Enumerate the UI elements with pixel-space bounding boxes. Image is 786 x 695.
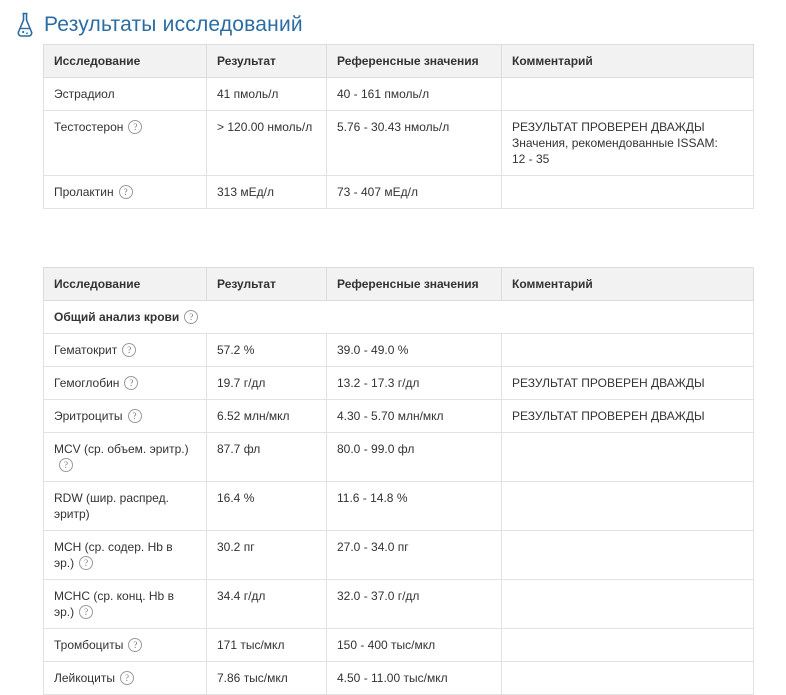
table-row [44,580,754,629]
comment-line: РЕЗУЛЬТАТ ПРОВЕРЕН ДВАЖДЫ [512,120,705,134]
group-label: Общий анализ крови [54,310,180,324]
cell-reference: 39.0 - 49.0 % [327,334,502,367]
cell-result: 16.4 % [207,482,327,531]
study-name: Тромбоциты [54,638,124,652]
table-row [44,531,754,580]
cell-result: 57.2 % [207,334,327,367]
column-header-result: Результат [207,268,327,301]
blood-count-table-wrap [43,267,753,695]
cell-reference: 11.6 - 14.8 % [327,482,502,531]
cell-comment [502,629,754,662]
cell-comment [502,531,754,580]
cell-comment [502,78,754,111]
medical-flask-icon [14,12,36,38]
study-name: Эритроциты [54,409,123,423]
table-header-row [44,268,754,301]
help-icon[interactable]: ? [122,343,136,357]
help-icon[interactable]: ? [128,120,142,134]
table-row [44,176,754,209]
cell-study [44,629,207,662]
comment-line: 12 - 35 [512,152,550,166]
cell-study [44,580,207,629]
help-icon[interactable]: ? [120,671,134,685]
cell-reference: 80.0 - 99.0 фл [327,433,502,482]
cell-result: 34.4 г/дл [207,580,327,629]
cell-reference: 40 - 161 пмоль/л [327,78,502,111]
cell-comment [502,334,754,367]
cell-comment [502,482,754,531]
study-name: Гематокрит [54,343,118,357]
column-header-comment: Комментарий [502,268,754,301]
study-name: Пролактин [54,185,114,199]
page-header [0,0,786,44]
study-name: MCV (ср. объем. эритр.) [54,442,189,456]
cell-reference: 13.2 - 17.3 г/дл [327,367,502,400]
table-row [44,367,754,400]
cell-reference: 27.0 - 34.0 пг [327,531,502,580]
help-icon[interactable]: ? [128,409,142,423]
cell-result: > 120.00 нмоль/л [207,111,327,176]
help-icon[interactable]: ? [128,638,142,652]
table-row [44,400,754,433]
cell-reference: 5.76 - 30.43 нмоль/л [327,111,502,176]
hormones-table-body [44,78,754,209]
cell-result: 171 тыс/мкл [207,629,327,662]
blood-count-table [43,267,754,695]
table-row [44,433,754,482]
cell-result: 87.7 фл [207,433,327,482]
cell-study [44,531,207,580]
table-group-row [44,301,754,334]
study-name: RDW (шир. распред. эритр) [54,491,169,521]
cell-study [44,111,207,176]
cell-comment [502,400,754,433]
cell-study [44,334,207,367]
cell-study [44,433,207,482]
column-header-study: Исследование [44,268,207,301]
hormones-table-wrap [43,44,753,209]
column-header-reference: Референсные значения [327,45,502,78]
table-header-row [44,45,754,78]
cell-reference: 4.50 - 11.00 тыс/мкл [327,662,502,695]
study-name: MCHC (ср. конц. Hb в эр.) [54,589,174,619]
help-icon[interactable]: ? [119,185,133,199]
cell-study [44,400,207,433]
table-row [44,334,754,367]
cell-result: 19.7 г/дл [207,367,327,400]
table-row [44,629,754,662]
study-name: MCH (ср. содер. Hb в эр.) [54,540,173,570]
comment-line: РЕЗУЛЬТАТ ПРОВЕРЕН ДВАЖДЫ [512,376,705,390]
cell-comment [502,176,754,209]
hormones-table [43,44,754,209]
blood-count-table-body [44,301,754,695]
help-icon[interactable]: ? [59,458,73,472]
cell-comment [502,111,754,176]
cell-study [44,482,207,531]
help-icon[interactable]: ? [79,605,93,619]
study-name: Эстрадиол [54,87,115,101]
help-icon[interactable]: ? [124,376,138,390]
column-header-study: Исследование [44,45,207,78]
comment-line: РЕЗУЛЬТАТ ПРОВЕРЕН ДВАЖДЫ [512,409,705,423]
table-row [44,111,754,176]
study-name: Тестостерон [54,120,124,134]
study-name: Гемоглобин [54,376,120,390]
help-icon[interactable]: ? [79,556,93,570]
study-name: Лейкоциты [54,671,116,685]
table-row [44,482,754,531]
cell-reference: 73 - 407 мЕд/л [327,176,502,209]
cell-study [44,78,207,111]
column-header-comment: Комментарий [502,45,754,78]
cell-comment [502,433,754,482]
cell-reference: 4.30 - 5.70 млн/мкл [327,400,502,433]
cell-result: 313 мЕд/л [207,176,327,209]
cell-reference: 32.0 - 37.0 г/дл [327,580,502,629]
table-row [44,78,754,111]
cell-result: 41 пмоль/л [207,78,327,111]
cell-study [44,176,207,209]
cell-comment [502,367,754,400]
cell-result: 30.2 пг [207,531,327,580]
group-label-cell [44,301,754,334]
cell-result: 7.86 тыс/мкл [207,662,327,695]
page-title: Результаты исследований [44,13,303,36]
comment-line: Значения, рекомендованные ISSAM: [512,136,718,150]
cell-study [44,367,207,400]
cell-reference: 150 - 400 тыс/мкл [327,629,502,662]
help-icon[interactable]: ? [184,310,198,324]
cell-comment [502,580,754,629]
column-header-result: Результат [207,45,327,78]
cell-result: 6.52 млн/мкл [207,400,327,433]
column-header-reference: Референсные значения [327,268,502,301]
